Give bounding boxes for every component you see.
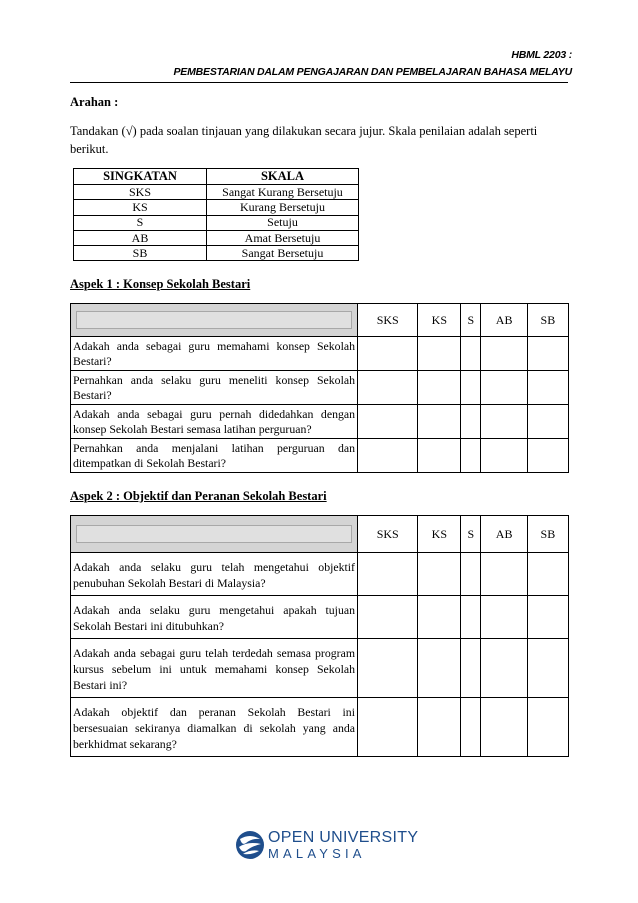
- answer-cell-sb[interactable]: [527, 405, 568, 439]
- answer-cell-sks[interactable]: [358, 639, 418, 698]
- answer-cell-ab[interactable]: [481, 553, 527, 596]
- logo-line-1: OPEN UNIVERSITY: [268, 829, 419, 846]
- answer-cell-sks[interactable]: [358, 371, 418, 405]
- question-text: Adakah anda selaku guru telah mengetahui objektif penubuhan Sekolah Bestari di Malaysia?: [71, 553, 358, 596]
- answer-cell-ks[interactable]: [418, 405, 461, 439]
- oum-logo: [234, 826, 419, 864]
- scale-header-scale: SKALA: [207, 169, 359, 185]
- question-text: Adakah objektif dan peranan Sekolah Bestari ini bersesuaian sekiranya diamalkan di sekolah yang anda berkhidmat sekarang?: [71, 698, 358, 757]
- scale-row: [74, 185, 359, 200]
- question-text: Pernahkan anda menjalani latihan perguruan dan ditempatkan di Sekolah Bestari?: [71, 439, 358, 473]
- globe-icon: [234, 829, 266, 861]
- header-divider: [70, 82, 568, 83]
- col-ks: KS: [418, 516, 461, 553]
- question-row: [71, 371, 569, 405]
- answer-cell-sks[interactable]: [358, 596, 418, 639]
- survey-header-row: [71, 516, 569, 553]
- col-sks: SKS: [358, 304, 418, 337]
- scale-abbrev: SKS: [74, 185, 207, 200]
- scale-meaning: Sangat Bersetuju: [207, 246, 359, 261]
- logo-line-2: MALAYSIA: [268, 846, 366, 861]
- col-sb: SB: [527, 304, 568, 337]
- question-text: Pernahkan anda selaku guru meneliti konsep Sekolah Bestari?: [71, 371, 358, 405]
- scale-meaning: Kurang Bersetuju: [207, 200, 359, 215]
- section-title-aspek-1: Aspek 1 : Konsep Sekolah Bestari: [70, 277, 251, 291]
- section-title-aspek-2: Aspek 2 : Objektif dan Peranan Sekolah Bestari: [70, 489, 327, 503]
- scale-header-row: [74, 169, 359, 185]
- scale-abbrev: S: [74, 215, 207, 230]
- header-blank-cell: [71, 516, 358, 553]
- answer-cell-s[interactable]: [461, 371, 481, 405]
- answer-cell-sks[interactable]: [358, 337, 418, 371]
- answer-cell-s[interactable]: [461, 337, 481, 371]
- answer-cell-s[interactable]: [461, 553, 481, 596]
- answer-cell-ab[interactable]: [481, 698, 527, 757]
- answer-cell-sks[interactable]: [358, 439, 418, 473]
- col-ab: AB: [481, 304, 527, 337]
- answer-cell-s[interactable]: [461, 439, 481, 473]
- answer-cell-sb[interactable]: [527, 596, 568, 639]
- answer-cell-sb[interactable]: [527, 371, 568, 405]
- answer-cell-ab[interactable]: [481, 439, 527, 473]
- course-title: PEMBESTARIAN DALAM PENGAJARAN DAN PEMBELAJARAN BAHASA MELAYU: [173, 66, 572, 78]
- question-row: [71, 337, 569, 371]
- col-s: S: [461, 304, 481, 337]
- question-row: [71, 405, 569, 439]
- answer-cell-sb[interactable]: [527, 553, 568, 596]
- answer-cell-sb[interactable]: [527, 337, 568, 371]
- answer-cell-sks[interactable]: [358, 405, 418, 439]
- survey-header-row: [71, 304, 569, 337]
- answer-cell-ks[interactable]: [418, 439, 461, 473]
- question-row: [71, 553, 569, 596]
- answer-cell-sb[interactable]: [527, 439, 568, 473]
- scale-meaning: Setuju: [207, 215, 359, 230]
- answer-cell-sks[interactable]: [358, 698, 418, 757]
- answer-cell-ab[interactable]: [481, 405, 527, 439]
- col-ks: KS: [418, 304, 461, 337]
- scale-row: [74, 246, 359, 261]
- answer-cell-sks[interactable]: [358, 553, 418, 596]
- scale-table: [73, 168, 359, 261]
- answer-cell-ab[interactable]: [481, 596, 527, 639]
- answer-cell-ks[interactable]: [418, 596, 461, 639]
- scale-header-abbrev: SINGKATAN: [74, 169, 207, 185]
- survey-table-aspek-2: [70, 515, 569, 757]
- question-text: Adakah anda sebagai guru pernah didedahkan dengan konsep Sekolah Bestari semasa latihan perguruan?: [71, 405, 358, 439]
- instructions-heading: Arahan :: [70, 95, 119, 109]
- answer-cell-s[interactable]: [461, 405, 481, 439]
- question-row: [71, 639, 569, 698]
- col-sb: SB: [527, 516, 568, 553]
- scale-row: [74, 200, 359, 215]
- answer-cell-s[interactable]: [461, 698, 481, 757]
- scale-row: [74, 230, 359, 245]
- answer-cell-ab[interactable]: [481, 337, 527, 371]
- question-text: Adakah anda sebagai guru telah terdedah semasa program kursus sebelum ini untuk memahami konsep Sekolah Bestari ini?: [71, 639, 358, 698]
- question-row: [71, 439, 569, 473]
- question-row: [71, 596, 569, 639]
- answer-cell-ab[interactable]: [481, 639, 527, 698]
- answer-cell-s[interactable]: [461, 639, 481, 698]
- question-text: Adakah anda sebagai guru memahami konsep Sekolah Bestari?: [71, 337, 358, 371]
- answer-cell-ks[interactable]: [418, 639, 461, 698]
- question-row: [71, 698, 569, 757]
- answer-cell-sb[interactable]: [527, 698, 568, 757]
- instructions-text: Tandakan (√) pada soalan tinjauan yang dilakukan secara jujur. Skala penilaian adalah seperti: [70, 124, 538, 138]
- answer-cell-s[interactable]: [461, 596, 481, 639]
- answer-cell-ks[interactable]: [418, 698, 461, 757]
- answer-cell-ks[interactable]: [418, 337, 461, 371]
- answer-cell-ks[interactable]: [418, 553, 461, 596]
- instructions-text-cont: berikut.: [70, 142, 109, 156]
- scale-abbrev: SB: [74, 246, 207, 261]
- question-text: Adakah anda selaku guru mengetahui apakah tujuan Sekolah Bestari ini ditubuhkan?: [71, 596, 358, 639]
- course-code: HBML 2203 :: [511, 49, 572, 61]
- answer-cell-ks[interactable]: [418, 371, 461, 405]
- scale-meaning: Sangat Kurang Bersetuju: [207, 185, 359, 200]
- answer-cell-sb[interactable]: [527, 639, 568, 698]
- col-ab: AB: [481, 516, 527, 553]
- scale-row: [74, 215, 359, 230]
- col-sks: SKS: [358, 516, 418, 553]
- survey-table-aspek-1: [70, 303, 569, 473]
- scale-meaning: Amat Bersetuju: [207, 230, 359, 245]
- col-s: S: [461, 516, 481, 553]
- answer-cell-ab[interactable]: [481, 371, 527, 405]
- scale-abbrev: KS: [74, 200, 207, 215]
- scale-abbrev: AB: [74, 230, 207, 245]
- header-blank-cell: [71, 304, 358, 337]
